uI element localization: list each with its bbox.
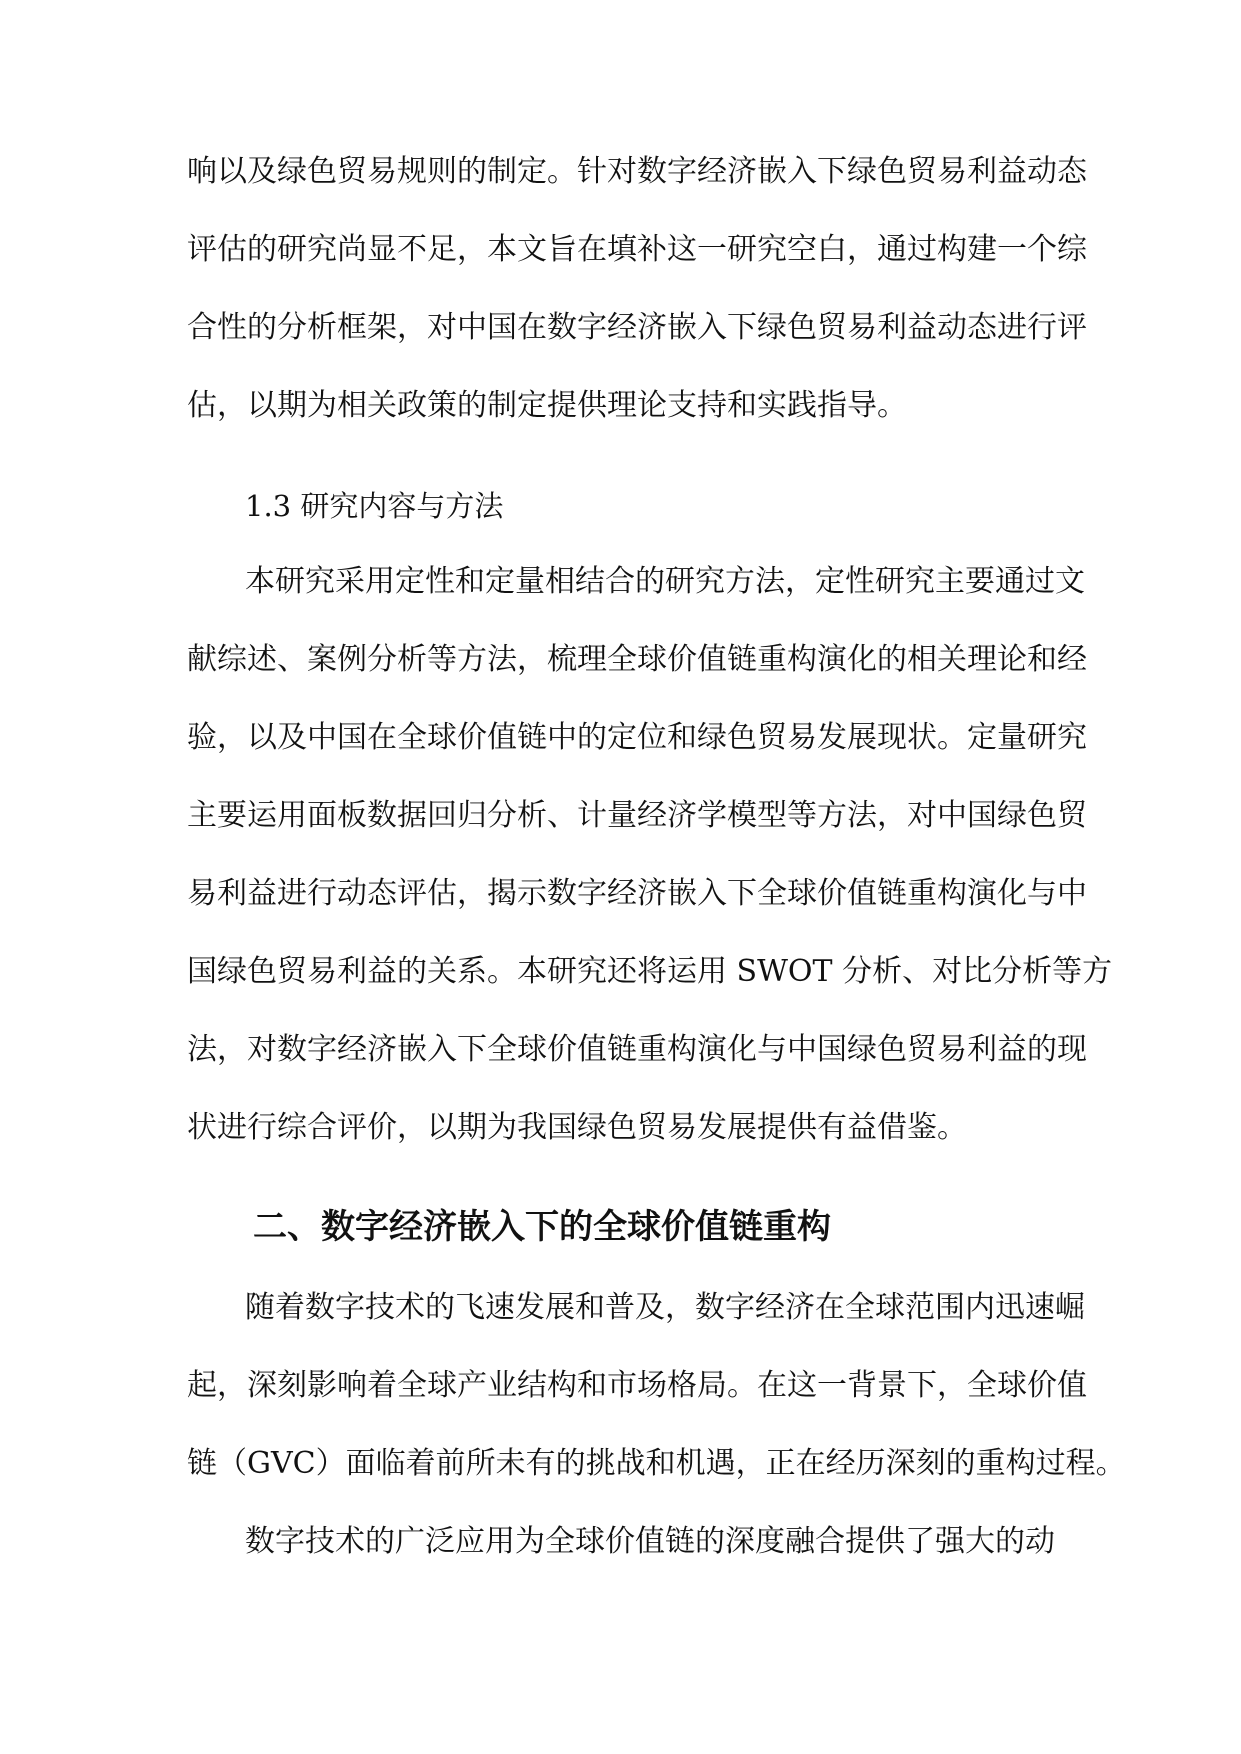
paragraph-line: 易利益进行动态评估，揭示数字经济嵌入下全球价值链重构演化与中 [187, 876, 1087, 911]
paragraph-line: 验，以及中国在全球价值链中的定位和绿色贸易发展现状。定量研究 [187, 720, 1087, 755]
paragraph-line: 献综述、案例分析等方法，梳理全球价值链重构演化的相关理论和经 [187, 642, 1087, 677]
paragraph-line: 起，深刻影响着全球产业结构和市场格局。在这一背景下，全球价值 [187, 1368, 1087, 1403]
paragraph-line: 估，以期为相关政策的制定提供理论支持和实践指导。 [187, 388, 907, 423]
paragraph-line: 合性的分析框架，对中国在数字经济嵌入下绿色贸易利益动态进行评 [187, 310, 1087, 345]
paragraph-line: 数字技术的广泛应用为全球价值链的深度融合提供了强大的动 [245, 1524, 1055, 1559]
paragraph-line: 主要运用面板数据回归分析、计量经济学模型等方法，对中国绿色贸 [187, 798, 1087, 833]
paragraph-line: 本研究采用定性和定量相结合的研究方法，定性研究主要通过文 [245, 564, 1085, 599]
paragraph-line: 响以及绿色贸易规则的制定。针对数字经济嵌入下绿色贸易利益动态 [187, 154, 1087, 189]
section-heading-1-3: 1.3 研究内容与方法 [245, 489, 504, 523]
paragraph-line: 国绿色贸易利益的关系。本研究还将运用 SWOT 分析、对比分析等方 [187, 954, 1113, 989]
paragraph-line: 法，对数字经济嵌入下全球价值链重构演化与中国绿色贸易利益的现 [187, 1032, 1087, 1067]
paragraph-line: 链（GVC）面临着前所未有的挑战和机遇，正在经历深刻的重构过程。 [187, 1446, 1126, 1481]
paragraph-line: 评估的研究尚显不足，本文旨在填补这一研究空白，通过构建一个综 [187, 232, 1087, 267]
paragraph-line: 随着数字技术的飞速发展和普及，数字经济在全球范围内迅速崛 [245, 1290, 1085, 1325]
chapter-heading-2: 二、数字经济嵌入下的全球价值链重构 [253, 1207, 831, 1247]
paragraph-line: 状进行综合评价，以期为我国绿色贸易发展提供有益借鉴。 [187, 1110, 967, 1145]
